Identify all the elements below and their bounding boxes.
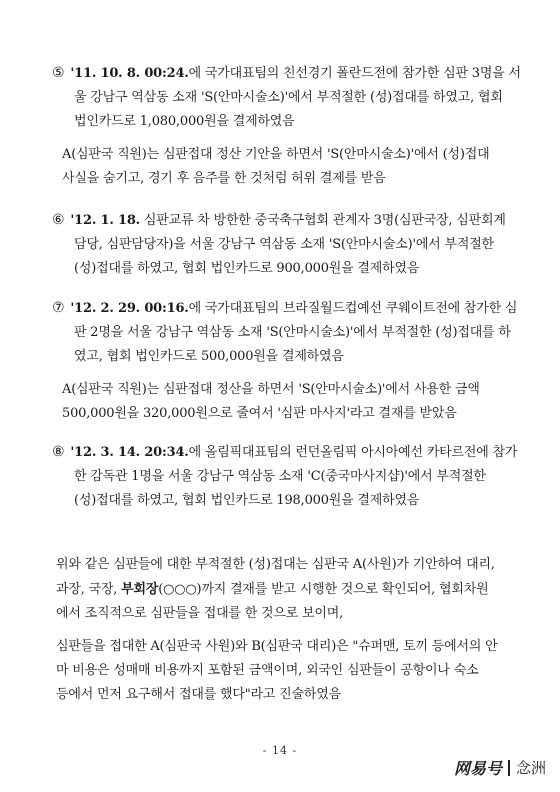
item-5-note-2: 사실을 숨기고, 경기 후 음주를 한 것처럼 허위 결제를 받음	[62, 171, 386, 186]
item-5-date: '11. 10. 8. 00:24.	[70, 66, 189, 81]
item-7-text-1: 에 국가대표팀의 브라질월드컵예선 쿠웨이트전에 참가한 심	[188, 301, 518, 316]
item-7-line-2: 판 2명을 서울 강남구 역삼동 소재 'S(안마시술소)'에서 부적절한 (성)접대를 하	[74, 325, 511, 340]
statement-line-3: 등에서 먼저 요구해서 접대를 했다"라고 진술하였음	[56, 687, 341, 702]
item-8-line-3: (성)접대를 하였고, 협회 법인카드로 198,000원을 결제하였음	[74, 493, 420, 508]
item-7-date: '12. 2. 29. 00:16.	[70, 301, 189, 316]
watermark	[454, 756, 546, 779]
item-5-line-1	[52, 64, 521, 83]
watermark-brand: 网易号	[453, 759, 502, 778]
summary-line-2-a: 과장, 국장,	[56, 582, 122, 597]
item-6-marker: ⑥	[52, 212, 65, 228]
statement-line-1: 심판들을 접대한 A(심판국 사원)와 B(심판국 대리)은 "슈퍼맨, 토끼 등에서의 안	[56, 639, 498, 654]
item-5-note-1: A(심판국 직원)는 심판접대 정산 기안을 하면서 'S(안마시술소)'에서 (성)접대	[62, 147, 490, 162]
page-number: - 14 -	[262, 744, 298, 757]
item-6-date: '12. 1. 18.	[70, 213, 140, 228]
item-6-text-1: 심판교류 차 방한한 중국축구협회 관계자 3명(심판국장, 심판회계	[140, 213, 506, 228]
item-6-line-2: 담당, 심판담당자)을 서울 강남구 역삼동 소재 'S(안마시술소)'에서 부적절한	[74, 237, 494, 252]
item-8-line-2: 한 감독관 1명을 서울 강남구 역삼동 소재 'C(중국마사지샵)'에서 부적절한	[74, 469, 486, 484]
item-8-line-1	[52, 443, 517, 462]
summary-line-2-c: (○○○)까지 결재를 받고 시행한 것으로 확인되어, 협회차원	[158, 582, 489, 597]
item-7-note-1: A(심판국 직원)는 심판접대 정산을 하면서 'S(안마시술소)'에서 사용한 금액	[62, 382, 480, 397]
item-6-line-1	[52, 211, 506, 230]
item-5-line-2: 울 강남구 역삼동 소재 'S(안마시술소)'에서 부적절한 (성)접대를 하였고, 협회	[74, 90, 503, 105]
item-8-date: '12. 3. 14. 20:34.	[70, 445, 189, 460]
item-5-line-3: 법인카드로 1,080,000원을 결제하였음	[74, 114, 295, 129]
summary-line-3: 에서 조직적으로 심판들을 접대를 한 것으로 보이며,	[56, 606, 344, 621]
watermark-name: 念洲	[515, 759, 546, 777]
summary-line-2	[56, 581, 488, 599]
watermark-divider	[508, 760, 510, 776]
summary-line-2-vice-chair: 부회장	[121, 582, 159, 597]
item-7-line-3: 였고, 협회 법인카드로 500,000원을 결제하였음	[74, 349, 344, 364]
item-8-marker: ⑧	[52, 444, 65, 460]
item-7-line-1	[52, 299, 517, 318]
item-6-line-3: (성)접대를 하였고, 협회 법인카드로 900,000원을 결제하였음	[74, 261, 420, 276]
item-7-marker: ⑦	[52, 300, 65, 316]
item-5-marker: ⑤	[52, 65, 65, 81]
item-8-text-1: 에 올림픽대표팀의 런던올림픽 아시아예선 카타르전에 참가	[188, 445, 518, 460]
summary-line-1: 위와 같은 심판들에 대한 부적절한 (성)접대는 심판국 A(사원)가 기안하여 대리,	[56, 557, 495, 572]
item-5-text-1: 에 국가대표팀의 친선경기 폴란드전에 참가한 심판 3명을 서	[188, 66, 521, 81]
statement-line-2: 마 비용은 성매매 비용까지 포함된 금액이며, 외국인 심판들이 공항이나 숙소	[56, 663, 479, 678]
item-7-note-2: 500,000원을 320,000원으로 줄여서 '심판 마사지'라고 결재를 받았음	[62, 406, 457, 421]
